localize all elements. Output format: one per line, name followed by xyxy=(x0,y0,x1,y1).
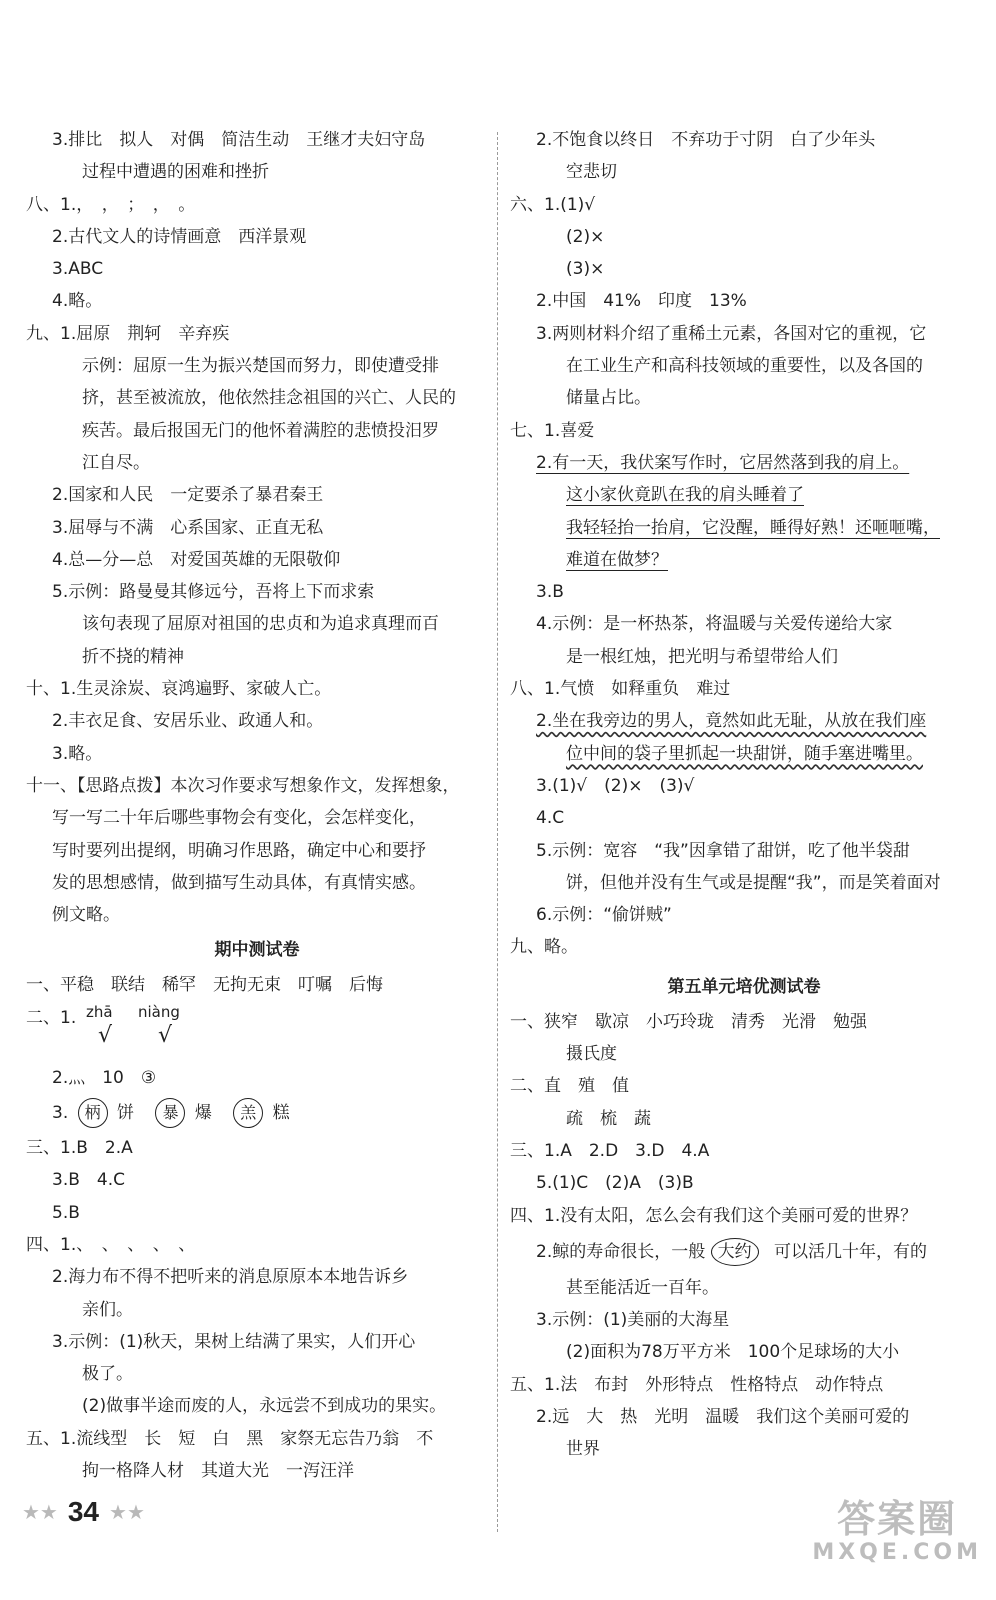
answer-line: 甚至能活近一百年。 xyxy=(566,1277,719,1298)
wavy-answer-line xyxy=(510,738,978,770)
section-title-unit5: 第五单元培优测试卷 xyxy=(667,976,821,997)
answer-line: 三、1.A 2.D 3.D 4.A xyxy=(510,1140,710,1161)
circled-word: 大约 xyxy=(711,1238,759,1266)
answer-line: 4.总—分—总 对爱国英雄的无限敬仰 xyxy=(52,549,341,570)
answer-line: 3.B 4.C xyxy=(52,1170,125,1191)
answer-line: 3.(1)√ (2)× (3)√ xyxy=(536,775,695,796)
answer-line: 6.示例：“偷饼贼” xyxy=(536,905,672,926)
circled-char: 暴 xyxy=(155,1098,185,1128)
left-column xyxy=(26,124,488,1487)
answer-line: 2.丰衣足食、安居乐业、政通人和。 xyxy=(52,711,324,732)
underlined-answer-line xyxy=(510,512,978,544)
answer-line: 江自尽。 xyxy=(82,452,150,473)
answer-line: 四、1.、 、 、 、 、 xyxy=(26,1234,196,1255)
answer-line: 3.排比 拟人 对偶 简洁生动 王继才夫妇守岛 xyxy=(52,130,426,150)
answer-line: 2.远 大 热 光明 温暖 我们这个美丽可爱的 xyxy=(536,1406,910,1427)
answer-line: 2.灬 10 ③ xyxy=(52,1067,157,1088)
answer-line: 六、1.(1)√ xyxy=(510,194,596,215)
answer-line: 疏 梳 蔬 xyxy=(566,1108,651,1129)
circled-char: 柄 xyxy=(78,1098,108,1128)
answer-line: 世界 xyxy=(566,1439,600,1460)
watermark-title: 答案圈 xyxy=(837,1497,958,1541)
answer-line: 例文略。 xyxy=(52,905,120,926)
watermark-logo xyxy=(812,1497,982,1565)
answer-line: 3.B xyxy=(536,582,564,603)
answer-line: 三、1.B 2.A xyxy=(26,1138,133,1159)
answer-line: 十一、【思路点拨】本次习作要求写想象作文，发挥想象， xyxy=(26,775,460,796)
right-column xyxy=(510,124,978,1466)
answer-line: 一、平稳 联结 稀罕 无拘无束 叮嘱 后悔 xyxy=(26,975,383,996)
wavy-underlined-text: 2.坐在我旁边的男人，竟然如此无耻，从放在我们座 xyxy=(536,711,927,732)
answer-line: 七、1.喜爱 xyxy=(510,420,595,441)
answer-line: 空悲切 xyxy=(566,162,617,183)
answer-line: (2)× xyxy=(566,226,605,247)
answer-line: 在工业生产和高科技领域的重要性，以及各国的 xyxy=(566,356,923,377)
circled-char: 羔 xyxy=(233,1098,263,1128)
pinyin-zha: zhā xyxy=(86,1002,113,1021)
underlined-text: 难道在做梦？ xyxy=(566,549,668,570)
answer-line: 过程中遭遇的困难和挫折 xyxy=(82,162,269,183)
answer-line: 九、略。 xyxy=(510,937,578,958)
whale-answer-line xyxy=(510,1232,978,1272)
answer-text: 2.鲸的寿命很长，一般 xyxy=(536,1241,706,1262)
answer-line: 2.中国 41% 印度 13% xyxy=(536,291,747,312)
answer-line: 2.不饱食以终日 不弃功于寸阴 白了少年头 xyxy=(536,130,876,150)
watermark-url: MXQE.COM xyxy=(812,1540,982,1565)
question-prefix: 二、1. xyxy=(26,1007,77,1028)
pinyin-niang: niàng xyxy=(138,1002,180,1021)
column-divider xyxy=(497,132,498,1532)
answer-line: 是一根红烛，把光明与希望带给人们 xyxy=(566,646,838,667)
answer-line: 写一写二十年后哪些事物会有变化，会怎样变化， xyxy=(52,808,426,829)
answer-line: 该句表现了屈原对祖国的忠贞和为追求真理而百 xyxy=(82,614,439,635)
question-prefix: 3. xyxy=(52,1103,69,1124)
answer-char: 糕 xyxy=(272,1103,290,1124)
answer-line: 折不挠的精神 xyxy=(82,646,184,667)
answer-line: 3.示例：(1)秋天，果树上结满了果实，人们开心 xyxy=(52,1331,416,1352)
answer-text: 可以活几十年，有的 xyxy=(774,1241,928,1262)
answer-line: 5.B xyxy=(52,1202,80,1223)
page-footer xyxy=(22,1492,145,1532)
answer-line: 4.示例：是一杯热茶，将温暖与关爱传递给大家 xyxy=(536,614,893,635)
check-mark-icon: √ xyxy=(98,1022,113,1048)
answer-line: 储量占比。 xyxy=(566,388,651,409)
answer-line: 摄氏度 xyxy=(566,1044,617,1065)
pinyin-answer xyxy=(26,1002,488,1062)
answer-line: 五、1.法 布封 外形特点 性格特点 动作特点 xyxy=(510,1374,884,1395)
check-mark-icon: √ xyxy=(158,1022,173,1048)
answer-line: 5.示例：宽容 “我”因拿错了甜饼，吃了他半袋甜 xyxy=(536,840,910,861)
answer-line: 4.略。 xyxy=(52,291,103,312)
answer-line: (2)做事半途而废的人，永远尝不到成功的果实。 xyxy=(82,1396,447,1417)
answer-line: 发的思想感情，做到描写生动具体，有真情实感。 xyxy=(52,872,426,893)
star-icon: ★★ xyxy=(22,1500,58,1524)
page-number: 34 xyxy=(67,1496,100,1527)
underlined-answer-line xyxy=(510,447,978,479)
answer-line: 3.两则材料介绍了重稀土元素，各国对它的重视，它 xyxy=(536,323,927,344)
answer-line: 2.国家和人民 一定要杀了暴君秦王 xyxy=(52,485,324,506)
answer-line: 十、1.生灵涂炭、哀鸿遍野、家破人亡。 xyxy=(26,679,332,700)
underlined-text: 这小家伙竟趴在我的肩头睡着了 xyxy=(566,485,804,506)
answer-line: 饼，但他并没有生气或是提醒“我”，而是笑着面对 xyxy=(566,872,941,893)
answer-line: 拘一格降人材 其道大光 一泻汪洋 xyxy=(82,1460,354,1481)
answer-line: 九、1.屈原 荆轲 辛弃疾 xyxy=(26,323,230,344)
wavy-underlined-text: 位中间的袋子里抓起一块甜饼，随手塞进嘴里。 xyxy=(566,743,923,764)
answer-line: 5.(1)C (2)A (3)B xyxy=(536,1173,694,1194)
answer-line: 写时要列出提纲，明确习作思路，确定中心和要抒 xyxy=(52,840,426,861)
underlined-text: 我轻轻抬一抬肩，它没醒，睡得好熟！还咂咂嘴， xyxy=(566,517,940,538)
answer-line: 2.海力布不得不把听来的消息原原本本地告诉乡 xyxy=(52,1267,409,1288)
answer-line: 3.屈辱与不满 心系国家、正直无私 xyxy=(52,517,324,538)
answer-line: 5.示例：路曼曼其修远兮，吾将上下而求索 xyxy=(52,582,375,603)
circled-char-answer xyxy=(26,1094,488,1132)
answer-line: 一、狭窄 歇凉 小巧玲珑 清秀 光滑 勉强 xyxy=(510,1011,867,1032)
answer-line: 八、1.， ， ； ， 。 xyxy=(26,194,196,215)
answer-line: 四、1.没有太阳，怎么会有我们这个美丽可爱的世界？ xyxy=(510,1205,918,1226)
answer-line: 示例：屈原一生为振兴楚国而努力，即使遭受排 xyxy=(82,356,439,377)
star-icon: ★★ xyxy=(109,1500,145,1524)
answer-char: 爆 xyxy=(194,1103,212,1124)
answer-line: 五、1.流线型 长 短 白 黑 家祭无忘告乃翁 不 xyxy=(26,1428,434,1449)
answer-line: 极了。 xyxy=(82,1364,133,1385)
answer-line: 亲们。 xyxy=(82,1299,133,1320)
underlined-answer-line xyxy=(510,479,978,511)
answer-line: (2)面积为78万平方米 100个足球场的大小 xyxy=(566,1342,900,1363)
answer-line: 4.C xyxy=(536,808,565,829)
answer-line: 疾苦。最后报国无门的他怀着满腔的悲愤投汨罗 xyxy=(82,420,439,441)
wavy-answer-line xyxy=(510,705,978,737)
underlined-text: 2.有一天，我伏案写作时，它居然落到我的肩上。 xyxy=(536,452,910,473)
answer-line: 3.ABC xyxy=(52,259,104,280)
underlined-answer-line xyxy=(510,544,978,576)
answer-line: (3)× xyxy=(566,259,605,280)
answer-line: 八、1.气愤 如释重负 难过 xyxy=(510,679,731,700)
answer-line: 3.略。 xyxy=(52,743,103,764)
answer-line: 2.古代文人的诗情画意 西洋景观 xyxy=(52,226,307,247)
answer-line: 3.示例：(1)美丽的大海星 xyxy=(536,1310,730,1331)
section-title-midterm: 期中测试卷 xyxy=(214,940,300,961)
answer-line: 挤，甚至被流放，他依然挂念祖国的兴亡、人民的 xyxy=(82,388,456,409)
answer-line: 二、直 殖 值 xyxy=(510,1076,629,1097)
answer-char: 饼 xyxy=(117,1103,135,1124)
